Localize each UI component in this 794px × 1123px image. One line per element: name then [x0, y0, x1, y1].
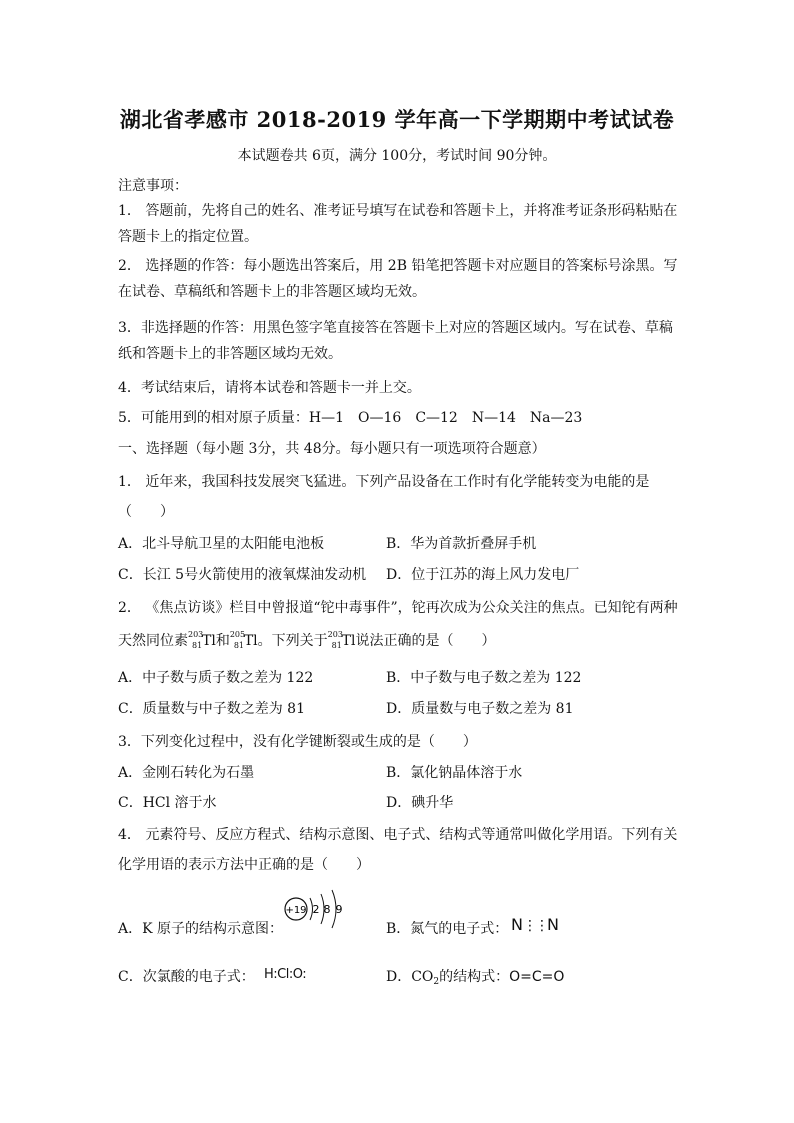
q1-option-c: C．长江 5号火箭使用的液氧煤油发动机	[118, 567, 367, 583]
q2-option-d: D．质量数与电子数之差为 81	[386, 701, 574, 717]
q4-stem-line2: 化学用语的表示方法中正确的是（ ）	[118, 857, 370, 873]
isotope-notation	[230, 631, 244, 651]
q4-option-c: C．次氯酸的电子式：	[118, 969, 255, 985]
shell-electron-count: 8	[323, 903, 331, 916]
shared-electron-dots: ⋮⋮	[522, 918, 547, 934]
q1-option-a: A．北斗导航卫星的太阳能电池板	[118, 536, 325, 552]
notice-line: 3．非选择题的作答：用黑色签字笔直接答在答题卡上对应的答题区域内。写在试卷、草稿	[118, 320, 673, 336]
q1-blank: （ ）	[118, 504, 174, 520]
atomic-number: 81	[192, 641, 203, 650]
atomic-number: 81	[331, 641, 342, 650]
q2-text: 。下列关于	[257, 633, 328, 649]
element-symbol: Tl	[341, 633, 356, 649]
nucleus-charge: +19	[285, 905, 307, 916]
q4-option-d-text: 的结构式：	[439, 969, 510, 985]
q4-option-d-label: D．CO	[386, 969, 434, 985]
q4-option-a: A．K 原子的结构示意图：	[118, 921, 284, 937]
notice-line: 纸和答题卡上的非答题区域均无效。	[118, 346, 342, 362]
q3-option-d: D．碘升华	[386, 795, 454, 811]
q2-text: 和	[215, 633, 230, 649]
q2-stem-line1: 2． 《焦点访谈》栏目中曾报道“铊中毒事件”，铊再次成为公众关注的焦点。已知铊有两种	[118, 600, 678, 616]
notice-heading: 注意事项：	[118, 178, 188, 194]
element-symbol: Tl	[202, 633, 216, 649]
q2-text: 说法正确的是（ ）	[355, 633, 496, 649]
q3-option-a: A．金刚石转化为石墨	[118, 765, 255, 781]
notice-line: 2． 选择题的作答：每小题选出答案后，用 2B 铅笔把答题卡对应题目的答案标号涂黑。写	[118, 258, 678, 274]
q2-option-b: B．中子数与电子数之差为 122	[386, 670, 582, 686]
notice-line: 4．考试结束后，请将本试卷和答题卡一并上交。	[118, 380, 421, 396]
q1-option-b: B．华为首款折叠屏手机	[386, 536, 537, 552]
q2-stem-line2	[118, 631, 688, 651]
q3-option-b: B．氯化钠晶体溶于水	[386, 765, 523, 781]
q1-option-d: D．位于江苏的海上风力发电厂	[386, 567, 580, 583]
notice-line: 1． 答题前，先将自己的姓名、准考证号填写在试卷和答题卡上，并将准考证条形码粘贴在	[118, 203, 678, 219]
subscript: 2	[433, 977, 440, 987]
co2-structural-formula: O=C=O	[509, 969, 565, 985]
q2-option-c: C．质量数与中子数之差为 81	[118, 701, 305, 717]
nitrogen-symbol: N	[511, 915, 523, 934]
q4-stem-line1: 4． 元素符号、反应方程式、结构示意图、电子式、结构式等通常叫做化学用语。下列有关	[118, 827, 678, 843]
q3-option-c: C．HCl 溶于水	[118, 795, 217, 811]
q1-stem: 1． 近年来，我国科技发展突飞猛进。下列产品设备在工作时有化学能转变为电能的是	[118, 474, 650, 490]
page-subtitle: 本试题卷共 6页，满分 100分，考试时间 90分钟。	[237, 148, 557, 164]
hclo-electron-formula: H:Cl:O:	[264, 967, 307, 982]
q4-option-d	[386, 967, 564, 992]
notice-line: 在试卷、草稿纸和答题卡上的非答题区域均无效。	[118, 284, 426, 300]
notice-line: 答题卡上的指定位置。	[118, 229, 258, 245]
notice-line: 5．可能用到的相对原子质量：H—1 O—16 C—12 N—14 Na—23	[118, 410, 583, 426]
section-heading: 一、选择题（每小题 3分，共 48分。每小题只有一项选项符合题意）	[118, 441, 546, 457]
isotope-notation	[328, 631, 342, 651]
shell-electron-count: 2	[312, 903, 320, 916]
page-title: 湖北省孝感市 2018-2019 学年高一下学期期中考试试卷	[119, 107, 675, 132]
n2-electron-formula	[511, 915, 559, 936]
shell-electron-count: 9	[335, 903, 343, 916]
mass-number: 203	[188, 630, 204, 639]
mass-number: 203	[327, 630, 343, 639]
mass-number: 205	[229, 630, 246, 639]
isotope-notation	[188, 631, 202, 651]
q2-option-a: A．中子数与质子数之差为 122	[118, 670, 314, 686]
q4-option-b: B．氮气的电子式：	[386, 921, 509, 937]
nitrogen-symbol: N	[546, 915, 559, 934]
q3-stem: 3．下列变化过程中，没有化学键断裂或生成的是（ ）	[118, 734, 477, 750]
element-symbol: Tl	[243, 633, 258, 649]
potassium-atom-structure-diagram	[282, 884, 352, 934]
atomic-number: 81	[233, 641, 245, 650]
q2-text: 天然同位素	[118, 633, 188, 649]
